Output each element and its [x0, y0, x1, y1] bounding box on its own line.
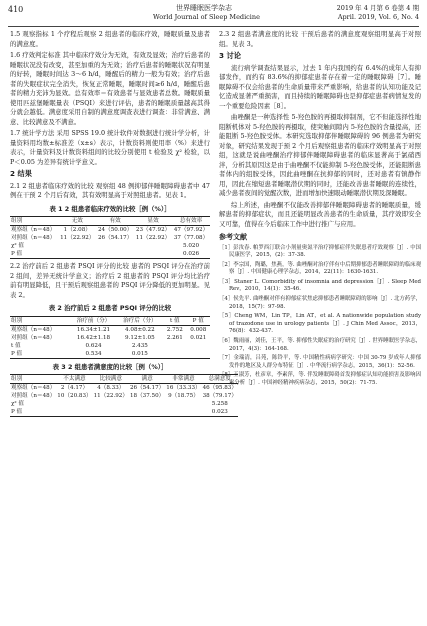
table-cell: 38（79.17）: [202, 393, 237, 399]
table-cell: 16（33.33）: [166, 385, 201, 391]
table-header-cell: 治疗后（分）: [117, 316, 163, 325]
table-cell: [129, 400, 165, 408]
table-cell: [96, 250, 134, 259]
table-1-caption: 表 1 2 组患者临床疗效的比较［例（%）］: [49, 204, 171, 213]
running-header: [8, 2, 419, 27]
table-3: [10, 374, 238, 417]
section-2-3: 2.3 2 组患者满意度的比较 干预后患者的满意度观察组明显高于对照组。见表 3。: [219, 30, 421, 48]
table-header-cell: 显效: [134, 217, 172, 226]
table-cell: 0.026: [172, 250, 210, 259]
table-header-cell: 总满意度: [202, 375, 238, 384]
table-cell: 9.12±1.05: [125, 334, 155, 341]
table-header-cell: 治疗前（分）: [70, 316, 116, 325]
section-1-6: 1.6 疗效判定标准 其中临床疗效分为无效，有效及显效；治疗后患者的睡眠状况没有改变，甚至加重的为无效；治疗后患者的睡眠状况有明显的好转，睡眠时间达 3～6 h/d，睡醒后的精力一般为有效；治疗后患者的失眠症状完全消失，恢复正常睡眠，睡眠时间≥6 h/d，睡醒后患者的精力充沛为显效。总有效率＝有效患者与显效患者总数。睡眠质量使用匹兹堡睡眠量表（PSQI）来进行评估，患者的睡眠质量越高其得分就会越低。满意度采用自制的满意度调查表进行调查：非常满意、满意、比较满意及不满意。: [10, 51, 210, 126]
table-cell: 2.752: [166, 326, 183, 333]
table-cell: P 值: [10, 250, 58, 259]
table-cell: [163, 342, 186, 350]
issue-date-en: April. 2019, Vol. 6, No. 4: [337, 13, 419, 21]
table-cell: 0.008: [190, 326, 207, 333]
table-cell: [165, 400, 201, 408]
table-cell: [93, 408, 129, 417]
reference-item: ［4］侯先平. 曲唑酮对伴有抑郁症状焦虑抑郁患者睡眠障碍的影响［J］. 北方药学，2018，15(7)：97-98.: [219, 296, 421, 310]
page-number: 410: [8, 5, 24, 14]
table-cell: 47（97.92）: [173, 227, 209, 233]
table-cell: 5.258: [211, 401, 228, 407]
table-cell: 4.08±0.22: [125, 326, 155, 333]
table-header-cell: 不太满意: [56, 375, 92, 384]
table-row: [10, 226, 210, 235]
table-row: [10, 392, 238, 400]
table-cell: 11（22.92）: [135, 235, 171, 241]
table-cell: 37（77.08）: [173, 235, 209, 241]
table-cell: 23（47.92）: [135, 227, 171, 233]
reference-item: ［7］金瑞清，吕苑，陈铃平，等. 中国精性病病学研究：中国 30-79 岁成年人抑郁发作的地区及人群分布特征［J］. 中华流行病学杂志，2015，36(1)：52-56.: [219, 355, 421, 369]
table-header-cell: P 值: [187, 316, 211, 325]
table-cell: 0.624: [85, 342, 102, 349]
discussion-paragraph-3: 综上所述，曲唑酮不仅能改善抑郁伴睡眠障碍患者的睡眠质量，缓解患者的抑郁症状，而且还能明显改善患者的生命质量，其疗效即安全又可靠，值得在今后临床工作中进行推广与应用。: [219, 200, 421, 228]
table-cell: 2.261: [166, 334, 183, 341]
discussion-paragraph-2: 曲唑酮是一种选择性 5-羟色胺的再摄取抑制剂，它不但能选择性地阻断机体对 5-羟色胺的再摄取，使突触间隙内 5-羟色胺的含量提高，还能阻断 5-羟色胺受体。本研究选取抑郁伴睡眠障碍的 96 例患者为研究对象，研究结果发现于预 2 个月后观察组患者的临床疗效明显高于对照组，这就是说曲唑酮治疗抑郁伴睡眠障碍患者的临床显著高于氯硝西泮，分析其原因这是由于曲唑酮不仅能抑制 5-羟色胺受体，还能阻断患者体内的组胺受体，因此曲唑酮在抗抑郁的同时，还对患者有镇静作用，因此在缩短患者睡眠潜伏期的同时，还能改善患者睡眠的连续性，减少患者夜间的觉醒次数，进而增加快速眼动睡眠潜伏期及深睡眠。: [219, 113, 421, 197]
table-cell: [96, 242, 134, 250]
table-row: [10, 250, 210, 259]
reference-item: ［3］Staner L. Comorbidity of insomnia and depression［J］. Sleep Med Rev，2010，14(1)：35-46.: [219, 278, 421, 293]
table-cell: 观察组（n＝48）: [11, 227, 56, 233]
section-2-2: 2.2 治疗前后 2 组患者 PSQI 评分的比较 患者的 PSQI 评分在治疗前 2 组间，差异无统计学意义；治疗后 2 组患者的 PSQI 评分均比治疗前有明显降低，且干预后观察组患者的 PSQI 评分降低的更加明显。见表 2。: [10, 262, 210, 299]
table-cell: χ² 值: [11, 401, 25, 407]
table-cell: t 值: [11, 342, 21, 349]
table-cell: 16.42±1.18: [76, 334, 111, 341]
table-2-caption: 表 2 治疗前后 2 组患者 PSQI 评分的比较: [48, 304, 172, 312]
table-row: [10, 342, 210, 350]
table-cell: [58, 242, 96, 250]
table-row: [10, 325, 210, 334]
table-header-cell: 满意: [129, 375, 165, 384]
table-cell: 5.020: [183, 243, 200, 249]
reference-item: ［6］魏雨丽，刘佳，王平，等. 抑郁性失眠症的治疗研究［J］. 世界睡眠医学杂志，2017，4(3)：164-168.: [219, 338, 421, 352]
heading-results: 2 结果: [10, 169, 32, 178]
table-header-cell: 比较满意: [93, 375, 129, 384]
table-cell: 11（22.92）: [93, 393, 128, 399]
table-cell: [58, 250, 96, 259]
table-cell: P 值: [10, 350, 70, 359]
table-row: [10, 242, 210, 250]
table-header-cell: t 值: [163, 316, 186, 325]
table-cell: [56, 400, 92, 408]
table-header-cell: 无效: [58, 217, 96, 226]
table-cell: [93, 400, 129, 408]
table-cell: [56, 408, 92, 417]
journal-title-cn: 世界睡眠医学杂志: [176, 4, 232, 12]
table-row: [10, 384, 238, 393]
table-cell: [129, 408, 165, 417]
reference-item: ［2］李宗国，陶璐，焦燕，等. 曲唑酮对治疗伴有中后期抑郁患者睡眠障碍的临床观察［J］. 中国健康心理学杂志，2014，22(11)：1630-1631.: [219, 261, 421, 276]
table-cell: 9（18.75）: [168, 393, 199, 399]
table-row: [10, 400, 238, 408]
table-cell: 10（20.83）: [57, 393, 92, 399]
table-cell: [187, 342, 211, 350]
table-cell: 观察组（n＝48）: [11, 326, 56, 333]
table-header-row: [10, 316, 210, 325]
table-cell: 18（37.50）: [129, 393, 165, 399]
table-cell: χ² 值: [11, 243, 25, 249]
table-cell: 1（2.08）: [63, 227, 91, 233]
table-header-row: [10, 217, 210, 226]
table-header-cell: 总有效率: [172, 217, 210, 226]
reference-item: ［5］Cheng WM，Lin TP，Lin AT，et al. A nationwide population study of trazodone use in urology patients［J］. J Chin Med Assoc，2013，76(8)：432-437.: [219, 313, 421, 335]
table-cell: 0.015: [117, 350, 163, 359]
table-row: [10, 350, 210, 359]
table-cell: 对照组（n＝48）: [11, 334, 56, 341]
section-1-5: 1.5 观察指标 1 个疗程后观察 2 组患者的临床疗效，睡眠质量及患者的满意度。: [10, 30, 210, 48]
table-cell: 26（54.17）: [98, 235, 133, 241]
table-cell: [165, 408, 201, 417]
reference-item: ［8］王淑芳，杜彦章，李素萍，等. 伴发睡眠障碍首发抑郁症认知功能损害及影响因素分析［J］. 中国神经精神疾病杂志，2015，50(2)：71-75.: [219, 372, 421, 386]
right-column: [219, 30, 421, 390]
table-row: [10, 234, 210, 242]
table-row: [10, 408, 238, 417]
table-cell: 对照组（n＝48）: [11, 235, 56, 241]
issue-date-cn: 2019 年 4 月第 6 卷第 4 期: [336, 4, 419, 12]
discussion-paragraph-1: 流行病学调查结果显示，过去 1 年内我国约有 6.4%的成年人有抑郁发作，而约有 83.6%的抑郁症患者存在着一定的睡眠障碍［7］。睡眠障碍不仅会给患者的生命质量带来严重影响，给患者的认知功能及记忆造成显著严重损害，而且持续的睡眠障碍也是抑郁症患者病情复发的一个重要危险因素［8］。: [219, 63, 421, 110]
table-cell: 0.023: [202, 408, 238, 417]
table-cell: [163, 350, 186, 359]
table-header-cell: 组别: [10, 375, 56, 384]
table-header-row: [10, 375, 238, 384]
table-cell: 46（95.83）: [202, 385, 237, 391]
table-cell: 2.435: [131, 342, 148, 349]
table-cell: 16.34±1.21: [76, 326, 111, 333]
references-list: [219, 245, 421, 388]
table-cell: [134, 242, 172, 250]
table-cell: 26（54.17）: [129, 385, 165, 391]
journal-title-en: World Journal of Sleep Medicine: [153, 13, 260, 21]
table-cell: 2（4.17）: [60, 385, 89, 391]
table-row: [10, 334, 210, 342]
table-3-caption: 表 3 2 组患者满意度的比较［例（%）］: [52, 362, 168, 371]
table-cell: P 值: [10, 408, 56, 417]
table-1: [10, 216, 210, 259]
table-cell: 11（22.92）: [60, 235, 95, 241]
table-cell: 4（8.33）: [97, 385, 125, 391]
table-cell: 0.534: [70, 350, 116, 359]
section-2-1: 2.1 2 组患者临床疗效的比较 观察组 48 例抑郁伴睡眠障碍患者中 47 例在干预 2 个月后有效，其有效明显高于对照组患者。见表 1。: [10, 181, 210, 199]
table-cell: 0.021: [190, 334, 207, 341]
table-cell: 24（50.00）: [98, 227, 133, 233]
table-header-cell: 组别: [10, 217, 58, 226]
table-2: [10, 316, 210, 359]
table-cell: 对照组（n＝48）: [11, 393, 56, 399]
table-header-cell: 有效: [96, 217, 134, 226]
table-header-cell: 非常满意: [165, 375, 201, 384]
references-heading: 参考文献: [219, 233, 247, 241]
table-header-cell: 组别: [10, 316, 70, 325]
table-cell: 观察组（n＝48）: [11, 385, 56, 391]
section-1-7: 1.7 统计学方法 采用 SPSS 19.0 统计软件对数据进行统计学分析，计量资料用均数±标准差（x±s）表示，计数资料则使用率（%）来进行表示，计量资料及计数资料组间的比较分别使用 t 检验及 χ² 检验，以 P＜0.05 为差异有统计学意义。: [10, 129, 210, 166]
table-cell: [134, 250, 172, 259]
heading-discussion: 3 讨论: [219, 51, 241, 60]
reference-item: ［1］彭汝春. 帕罗西汀联合小剂量奥氮平治疗抑郁症伴失眠患者疗效观察［J］. 中国民康医学，2015，(2)：37-38.: [219, 244, 421, 259]
table-cell: [187, 350, 211, 359]
